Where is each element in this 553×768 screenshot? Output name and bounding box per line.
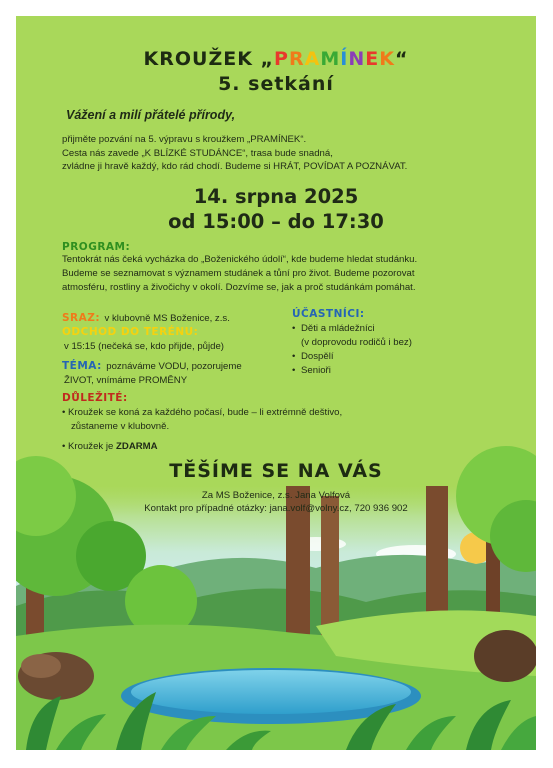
poster	[16, 16, 536, 750]
tema-line1: poznáváme VODU, pozorujeme	[106, 361, 242, 372]
poster-title	[16, 48, 536, 70]
club-name-letter: E	[365, 48, 380, 70]
closing-title: TĚŠÍME SE NA VÁS	[169, 460, 383, 482]
dulezite-item-1	[62, 406, 342, 434]
ucastnici-heading: ÚČASTNÍCI:	[292, 308, 365, 320]
intro-line: Cesta nás zavede „K BLÍZKÉ STUDÁNCE“, trasa bude snadná,	[62, 147, 333, 159]
free-label: ZDARMA	[116, 441, 158, 452]
club-name-letter: K	[379, 48, 395, 70]
club-name-letter: Í	[340, 48, 349, 70]
intro-line: přijměte pozvání na 5. výpravu s kroužkem „PRAMÍNEK“.	[62, 134, 307, 145]
ucastnici-list-rest	[292, 350, 334, 378]
title-suffix: “	[394, 48, 409, 70]
contact-info: Kontakt pro případné otázky: jana.volf@volny.cz, 720 936 902	[144, 503, 408, 514]
ucastnici-list	[292, 322, 375, 336]
list-item: • Děti a mládežníci	[292, 322, 375, 336]
list-item-note: (v doprovodu rodičů i bez)	[301, 337, 412, 348]
meeting-number: 5. setkání	[218, 73, 334, 95]
intro-line: zvládne ji hravě každý, kdo rád chodí. Budeme si HRÁT, POVÍDAT A POZNÁVAT.	[62, 161, 408, 173]
dulezite-heading: DŮLEŽITÉ:	[62, 392, 128, 404]
free-prefix: Kroužek je	[68, 441, 117, 452]
sraz-heading: SRAZ:	[62, 312, 101, 324]
event-date: 14. srpna 2025	[193, 185, 359, 208]
intro-text	[62, 133, 407, 174]
dulezite-line	[62, 406, 342, 420]
tema-heading: TÉMA:	[62, 360, 102, 372]
program-text	[62, 253, 417, 294]
club-name-letter: A	[304, 48, 321, 70]
club-name-letter: M	[320, 48, 341, 70]
odchod-heading: ODCHOD DO TERÉNU:	[62, 326, 199, 338]
club-name-letter: N	[348, 48, 366, 70]
tema-line2: ŽIVOT, vnímáme PROMĚNY	[64, 375, 188, 386]
dulezite-item-2	[62, 440, 158, 454]
club-name-letter: P	[274, 48, 289, 70]
event-time: od 15:00 – do 17:30	[168, 210, 384, 233]
list-item: • Senioři	[292, 364, 334, 378]
list-item: • Dospělí	[292, 350, 334, 364]
bullet: •	[62, 407, 69, 418]
organizer: Za MS Boženice, z.s. Jana Volfová	[201, 490, 351, 501]
tema-row	[62, 356, 242, 374]
program-line: Budeme se seznamovat s významem studánek a tůní pro život. Budeme pozorovat	[62, 267, 415, 279]
program-heading: PROGRAM:	[62, 241, 131, 253]
sraz-text: v klubovně MS Boženice, z.s.	[104, 313, 230, 324]
dulezite-text: Kroužek se koná za každého počasí, bude – li extrémně deštivo,	[68, 407, 343, 418]
title-prefix: KROUŽEK „	[143, 48, 275, 70]
club-name-letter: R	[288, 48, 305, 70]
club-name	[274, 48, 395, 70]
program-line: atmosféru, rostliny a živočichy v okolí. Dozvíme se, jak a proč studánkám pomáhat.	[62, 281, 416, 293]
greeting: Vážení a milí přátelé přírody,	[66, 108, 236, 122]
sraz-row	[62, 308, 230, 326]
bullet: •	[62, 441, 69, 452]
program-line: Tentokrát nás čeká vycházka do „Boženického údolí“, kde budeme hledat studánku.	[62, 254, 418, 265]
dulezite-text-cont: zůstaneme v klubovně.	[71, 420, 170, 432]
odchod-text: v 15:15 (nečeká se, kdo přijde, půjde)	[64, 341, 224, 352]
